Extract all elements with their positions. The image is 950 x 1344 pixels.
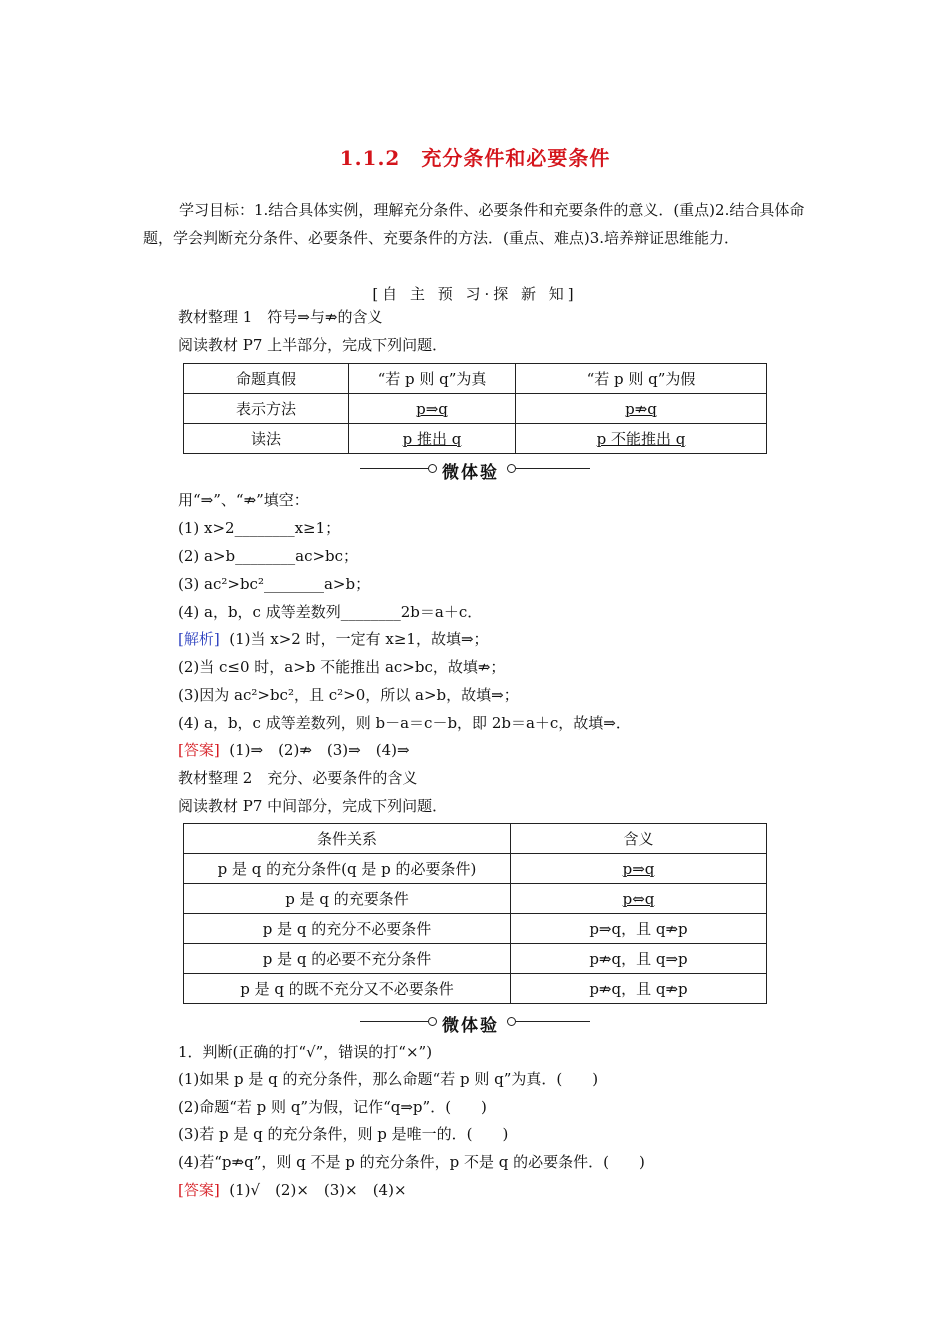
analysis-text: (1)当 x>2 时，一定有 x≥1，故填⇒； (229, 630, 489, 648)
table-cell: p⇏q，且 q⇒p (511, 944, 767, 974)
table-cell: p 推出 q (349, 424, 516, 454)
answer-line (178, 740, 410, 760)
banner-label: 微体验 (442, 1016, 499, 1036)
exercise-item: (3)若 p 是 q 的充分条件，则 p 是唯一的．( ) (178, 1125, 509, 1143)
exercise-item: (2) a>b________ac>bc； (178, 547, 359, 565)
analysis-text: (3)因为 ac²>bc²，且 c²>0，所以 a>b，故填⇒； (178, 686, 519, 704)
answer-text: (1)⇒ (2)⇏ (3)⇒ (4)⇒ (229, 741, 410, 759)
table-cell: p 不能推出 q (516, 424, 767, 454)
analysis-text: (4) a，b，c 成等差数列，则 b－a＝c－b，即 2b＝a＋c，故填⇒． (178, 714, 631, 732)
table-cell: 表示方法 (184, 394, 349, 424)
exercise-prompt: 用“⇒”、“⇏”填空： (178, 491, 309, 509)
material1-instruction: 阅读教材 P7 上半部分，完成下列问题． (178, 336, 448, 354)
table-header: “若 p 则 q”为假 (516, 364, 767, 394)
circle-icon (428, 464, 437, 473)
exercise-item: (4) a，b，c 成等差数列________2b＝a＋c． (178, 603, 483, 621)
material2-heading: 教材整理 2 充分、必要条件的含义 (178, 769, 418, 787)
answer-text: (1)√ (2)× (3)× (4)× (229, 1181, 407, 1199)
banner-rule (360, 468, 428, 469)
exercise-item: (1) x>2________x≥1； (178, 519, 341, 537)
banner-rule (516, 468, 590, 469)
symbol-table (183, 363, 767, 454)
exercise-item: (4)若“p⇏q”，则 q 不是 p 的充分条件，p 不是 q 的必要条件．( ) (178, 1153, 645, 1171)
exercise-prompt: 1．判断(正确的打“√”，错误的打“×”) (178, 1043, 433, 1061)
mini-experience-banner (360, 458, 590, 483)
condition-table (183, 823, 767, 1004)
table-cell: p 是 q 的充分不必要条件 (184, 914, 511, 944)
analysis-line (178, 629, 489, 649)
answer-tag: [答案] (178, 741, 220, 759)
table-cell: p⇏q，且 q⇏p (511, 974, 767, 1004)
table-cell: 读法 (184, 424, 349, 454)
exercise-item: (2)命题“若 p 则 q”为假，记作“q⇒p”．( ) (178, 1098, 487, 1116)
banner-rule (360, 1021, 428, 1022)
table-cell: p⇒q，且 q⇏p (511, 914, 767, 944)
table-cell: p 是 q 的充分条件(q 是 p 的必要条件) (184, 854, 511, 884)
table-header: 命题真假 (184, 364, 349, 394)
banner-rule (516, 1021, 590, 1022)
circle-icon (428, 1017, 437, 1026)
learning-goals: 学习目标：1.结合具体实例，理解充分条件、必要条件和充要条件的意义．(重点)2.结合具体命题，学会判断充分条件、必要条件、充要条件的方法．(重点、难点)3.培养辩证思维能力． (143, 201, 805, 247)
material2-instruction: 阅读教材 P7 中间部分，完成下列问题． (178, 797, 448, 815)
table-header: 含义 (511, 824, 767, 854)
mini-experience-banner (360, 1011, 590, 1036)
material1-heading: 教材整理 1 符号⇒与⇏的含义 (178, 308, 383, 326)
circle-icon (507, 464, 516, 473)
circle-icon (507, 1017, 516, 1026)
table-cell: p 是 q 的既不充分又不必要条件 (184, 974, 511, 1004)
analysis-text: (2)当 c≤0 时，a>b 不能推出 ac>bc，故填⇏； (178, 658, 506, 676)
table-cell: p⇒q (349, 394, 516, 424)
table-header: 条件关系 (184, 824, 511, 854)
table-cell: p⇔q (511, 884, 767, 914)
table-cell: p 是 q 的必要不充分条件 (184, 944, 511, 974)
page-title: 1.1.2 充分条件和必要条件 (339, 146, 611, 170)
section-header: [自 主 预 习·探 新 知] (372, 285, 578, 303)
analysis-tag: [解析] (178, 630, 220, 648)
answer-tag: [答案] (178, 1181, 220, 1199)
table-cell: p 是 q 的充要条件 (184, 884, 511, 914)
exercise-item: (1)如果 p 是 q 的充分条件，那么命题“若 p 则 q”为真．( ) (178, 1070, 599, 1088)
answer-line (178, 1180, 407, 1200)
banner-label: 微体验 (442, 463, 499, 483)
table-header: “若 p 则 q”为真 (349, 364, 516, 394)
exercise-item: (3) ac²>bc²________a>b； (178, 575, 371, 593)
table-cell: p⇒q (511, 854, 767, 884)
table-cell: p⇏q (516, 394, 767, 424)
